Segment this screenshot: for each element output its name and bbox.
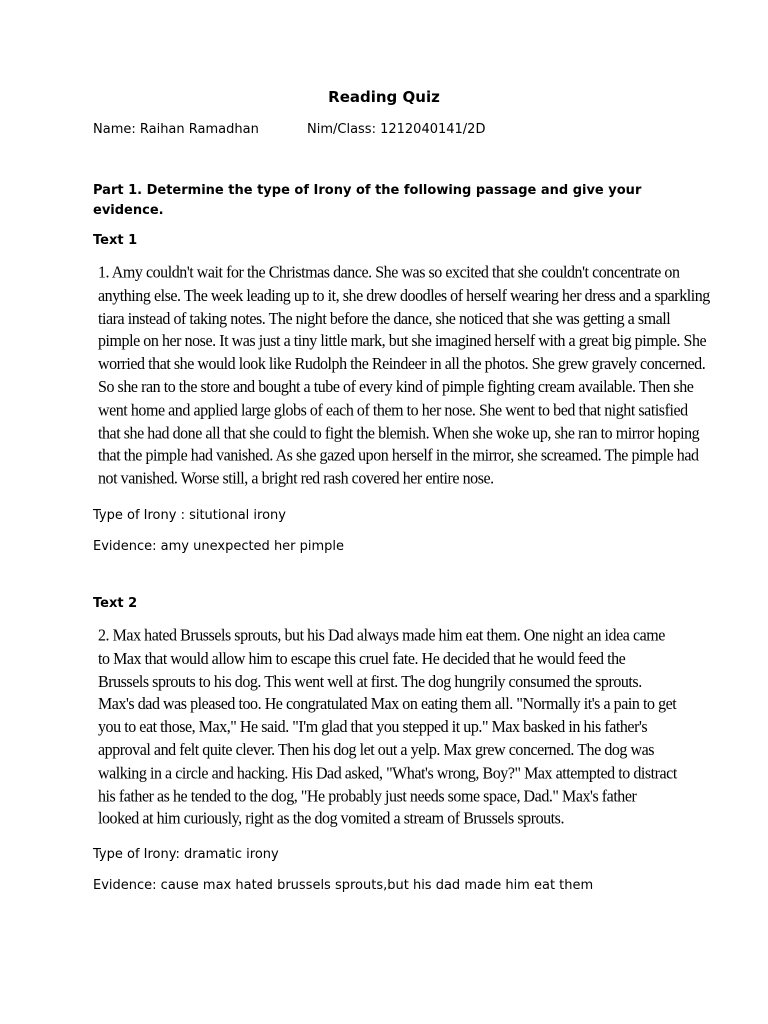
text1-heading: Text 1 bbox=[93, 233, 138, 248]
page-title: Reading Quiz bbox=[328, 88, 440, 106]
text1-evidence: Evidence: amy unexpected her pimple bbox=[93, 539, 345, 554]
text2-heading: Text 2 bbox=[93, 596, 138, 611]
text2-passage: 2. Max hated Brussels sprouts, but his Dad always made him eat them. One night an idea came to Max that would allow him to escape this cruel fate. He decided that he would feed the Brussels sprouts to his dog. This went well at first. The dog hungrily consumed the sprouts. Max's dad was pleased too. He congratulated Max on eating them all. "Normally it's a pain to get you to eat those, Max," He said. "I'm glad that you stepped it up." Max basked in his father's approval and felt quite clever. Then his dog let out a yelp. Max grew concerned. The dog was walking in a circle and hacking. His Dad asked, "What's wrong, Boy?" Max attempted to distract his father as he tended to the dog, "He probably just needs some space, Dad." Max's father looked at him curiously, right as the dog vomited a stream of Brussels sprouts. bbox=[98, 627, 677, 829]
student-nim-class: Nim/Class: 1212040141/2D bbox=[307, 122, 486, 137]
text1-passage: 1. Amy couldn't wait for the Christmas dance. She was so excited that she couldn't concentrate on anything else. The week leading up to it, she drew doodles of herself wearing her dress and a sparkling tiara instead of taking notes. The night before the dance, she noticed that she was getting a small pimple on her nose. It was just a tiny little mark, but she imagined herself with a great big pimple. She worried that she would look like Rudolph the Reindeer in all the photos. She grew gravely concerned. So she ran to the store and bought a tube of every kind of pimple fighting cream available. Then she went home and applied large globs of each of them to her nose. She went to bed that night satisfied that she had done all that she could to fight the blemish. When she woke up, she ran to mirror hoping that the pimple had vanished. As she gazed upon herself in the mirror, she screamed. The pimple had not vanished. Worse still, a bright red rash covered her entire nose. bbox=[98, 264, 710, 488]
text2-irony-type: Type of Irony: dramatic irony bbox=[93, 847, 279, 862]
student-name: Name: Raihan Ramadhan bbox=[93, 122, 259, 137]
text2-evidence: Evidence: cause max hated brussels sprouts,but his dad made him eat them bbox=[93, 878, 594, 893]
text1-irony-type: Type of Irony : situtional irony bbox=[93, 508, 286, 523]
part1-instruction: Part 1. Determine the type of Irony of the following passage and give your evidence. bbox=[93, 183, 642, 218]
